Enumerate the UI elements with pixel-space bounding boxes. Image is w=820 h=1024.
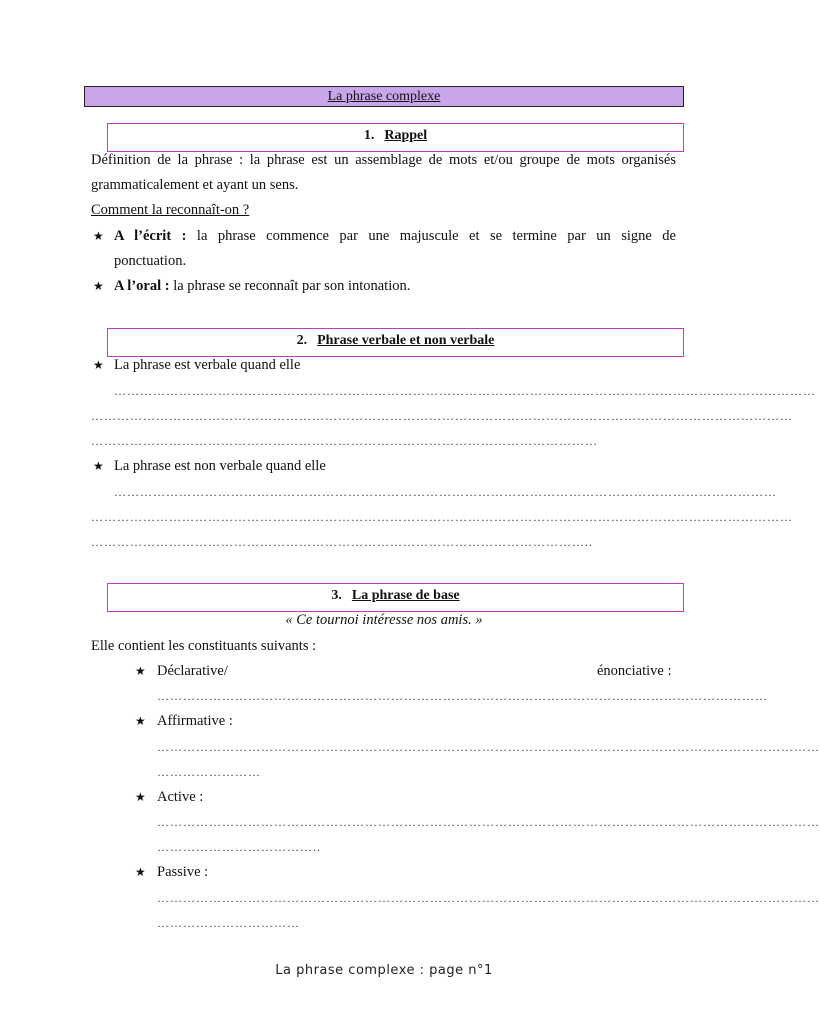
answer-line: ………………………………………………………………………………………………………………………………………: [157, 740, 820, 754]
section-number: 3.: [331, 588, 342, 603]
oral-text: la phrase se reconnaît par son intonation.: [173, 278, 411, 294]
answer-line: ……………………………: [157, 916, 300, 930]
section-number: 2.: [296, 333, 308, 348]
answer-line: ……………………: [157, 765, 261, 779]
oral-line: [114, 278, 410, 295]
ecrit-line: [114, 228, 676, 245]
page-title: La phrase complexe: [84, 86, 684, 107]
affirmative-label: Affirmative :: [157, 713, 233, 729]
section-header-verbale: [107, 328, 684, 357]
question-heading: Comment la reconnaît-on ?: [91, 202, 250, 218]
answer-line: ……………………………………………………………………………………………………..: [91, 535, 593, 549]
section-title: Rappel: [384, 128, 428, 143]
example-sentence: « Ce tournoi intéresse nos amis. »: [285, 612, 483, 628]
answer-line: ………………………………………………………………………………………………………………………………………………: [91, 409, 793, 423]
active-label: Active :: [157, 789, 204, 805]
page-footer: La phrase complexe : page n°1: [275, 963, 493, 978]
answer-line: ………………………………………………………………………………………………………………………………………: [114, 485, 777, 499]
star-bullet-icon: ★: [135, 714, 146, 728]
passive-label: Passive :: [157, 864, 209, 880]
answer-line: ……………………………………………………………………………………………………………………………: [157, 689, 768, 703]
star-bullet-icon: ★: [93, 229, 104, 243]
section-title: Phrase verbale et non verbale: [317, 333, 495, 348]
section-number: 1.: [363, 128, 375, 143]
answer-line: ………………………………………………………………………………………………………………………………………………: [91, 510, 793, 524]
section-header-base: [107, 583, 684, 612]
section-header-rappel: [107, 123, 684, 152]
star-bullet-icon: ★: [93, 459, 104, 473]
section-title: La phrase de base: [351, 588, 460, 603]
definition-line-1: Définition de la phrase : la phrase est un assemblage de mots et/ou groupe de mots organisés: [91, 152, 676, 168]
enonciative-label: énonciative :: [597, 663, 672, 679]
verbale-item: La phrase est verbale quand elle: [114, 357, 301, 373]
ecrit-label: A l’écrit :: [114, 228, 187, 244]
constituents-intro: Elle contient les constituants suivants :: [91, 638, 317, 654]
oral-label: A l’oral :: [114, 278, 170, 294]
definition-line-2: grammaticalement et ayant un sens.: [91, 177, 299, 193]
star-bullet-icon: ★: [135, 865, 146, 879]
star-bullet-icon: ★: [93, 279, 104, 293]
answer-line: ………………………………………………………………………………………………………: [91, 434, 598, 448]
answer-line: ………………………………………………………………………………………………………………………………………………: [114, 384, 816, 398]
non-verbale-item: La phrase est non verbale quand elle: [114, 458, 326, 474]
answer-line: ………………………………………………………………………………………………………………………………………: [157, 891, 820, 905]
answer-line: ………………………………………………………………………………………………………………………………………: [157, 815, 820, 829]
declarative-label: Déclarative/: [157, 663, 228, 679]
ecrit-line-2: ponctuation.: [114, 253, 187, 269]
star-bullet-icon: ★: [135, 790, 146, 804]
ecrit-text: la phrase commence par une majuscule et se termine par un signe de: [196, 228, 676, 244]
star-bullet-icon: ★: [93, 358, 104, 372]
answer-line: ………………………………..: [157, 840, 321, 854]
star-bullet-icon: ★: [135, 664, 146, 678]
